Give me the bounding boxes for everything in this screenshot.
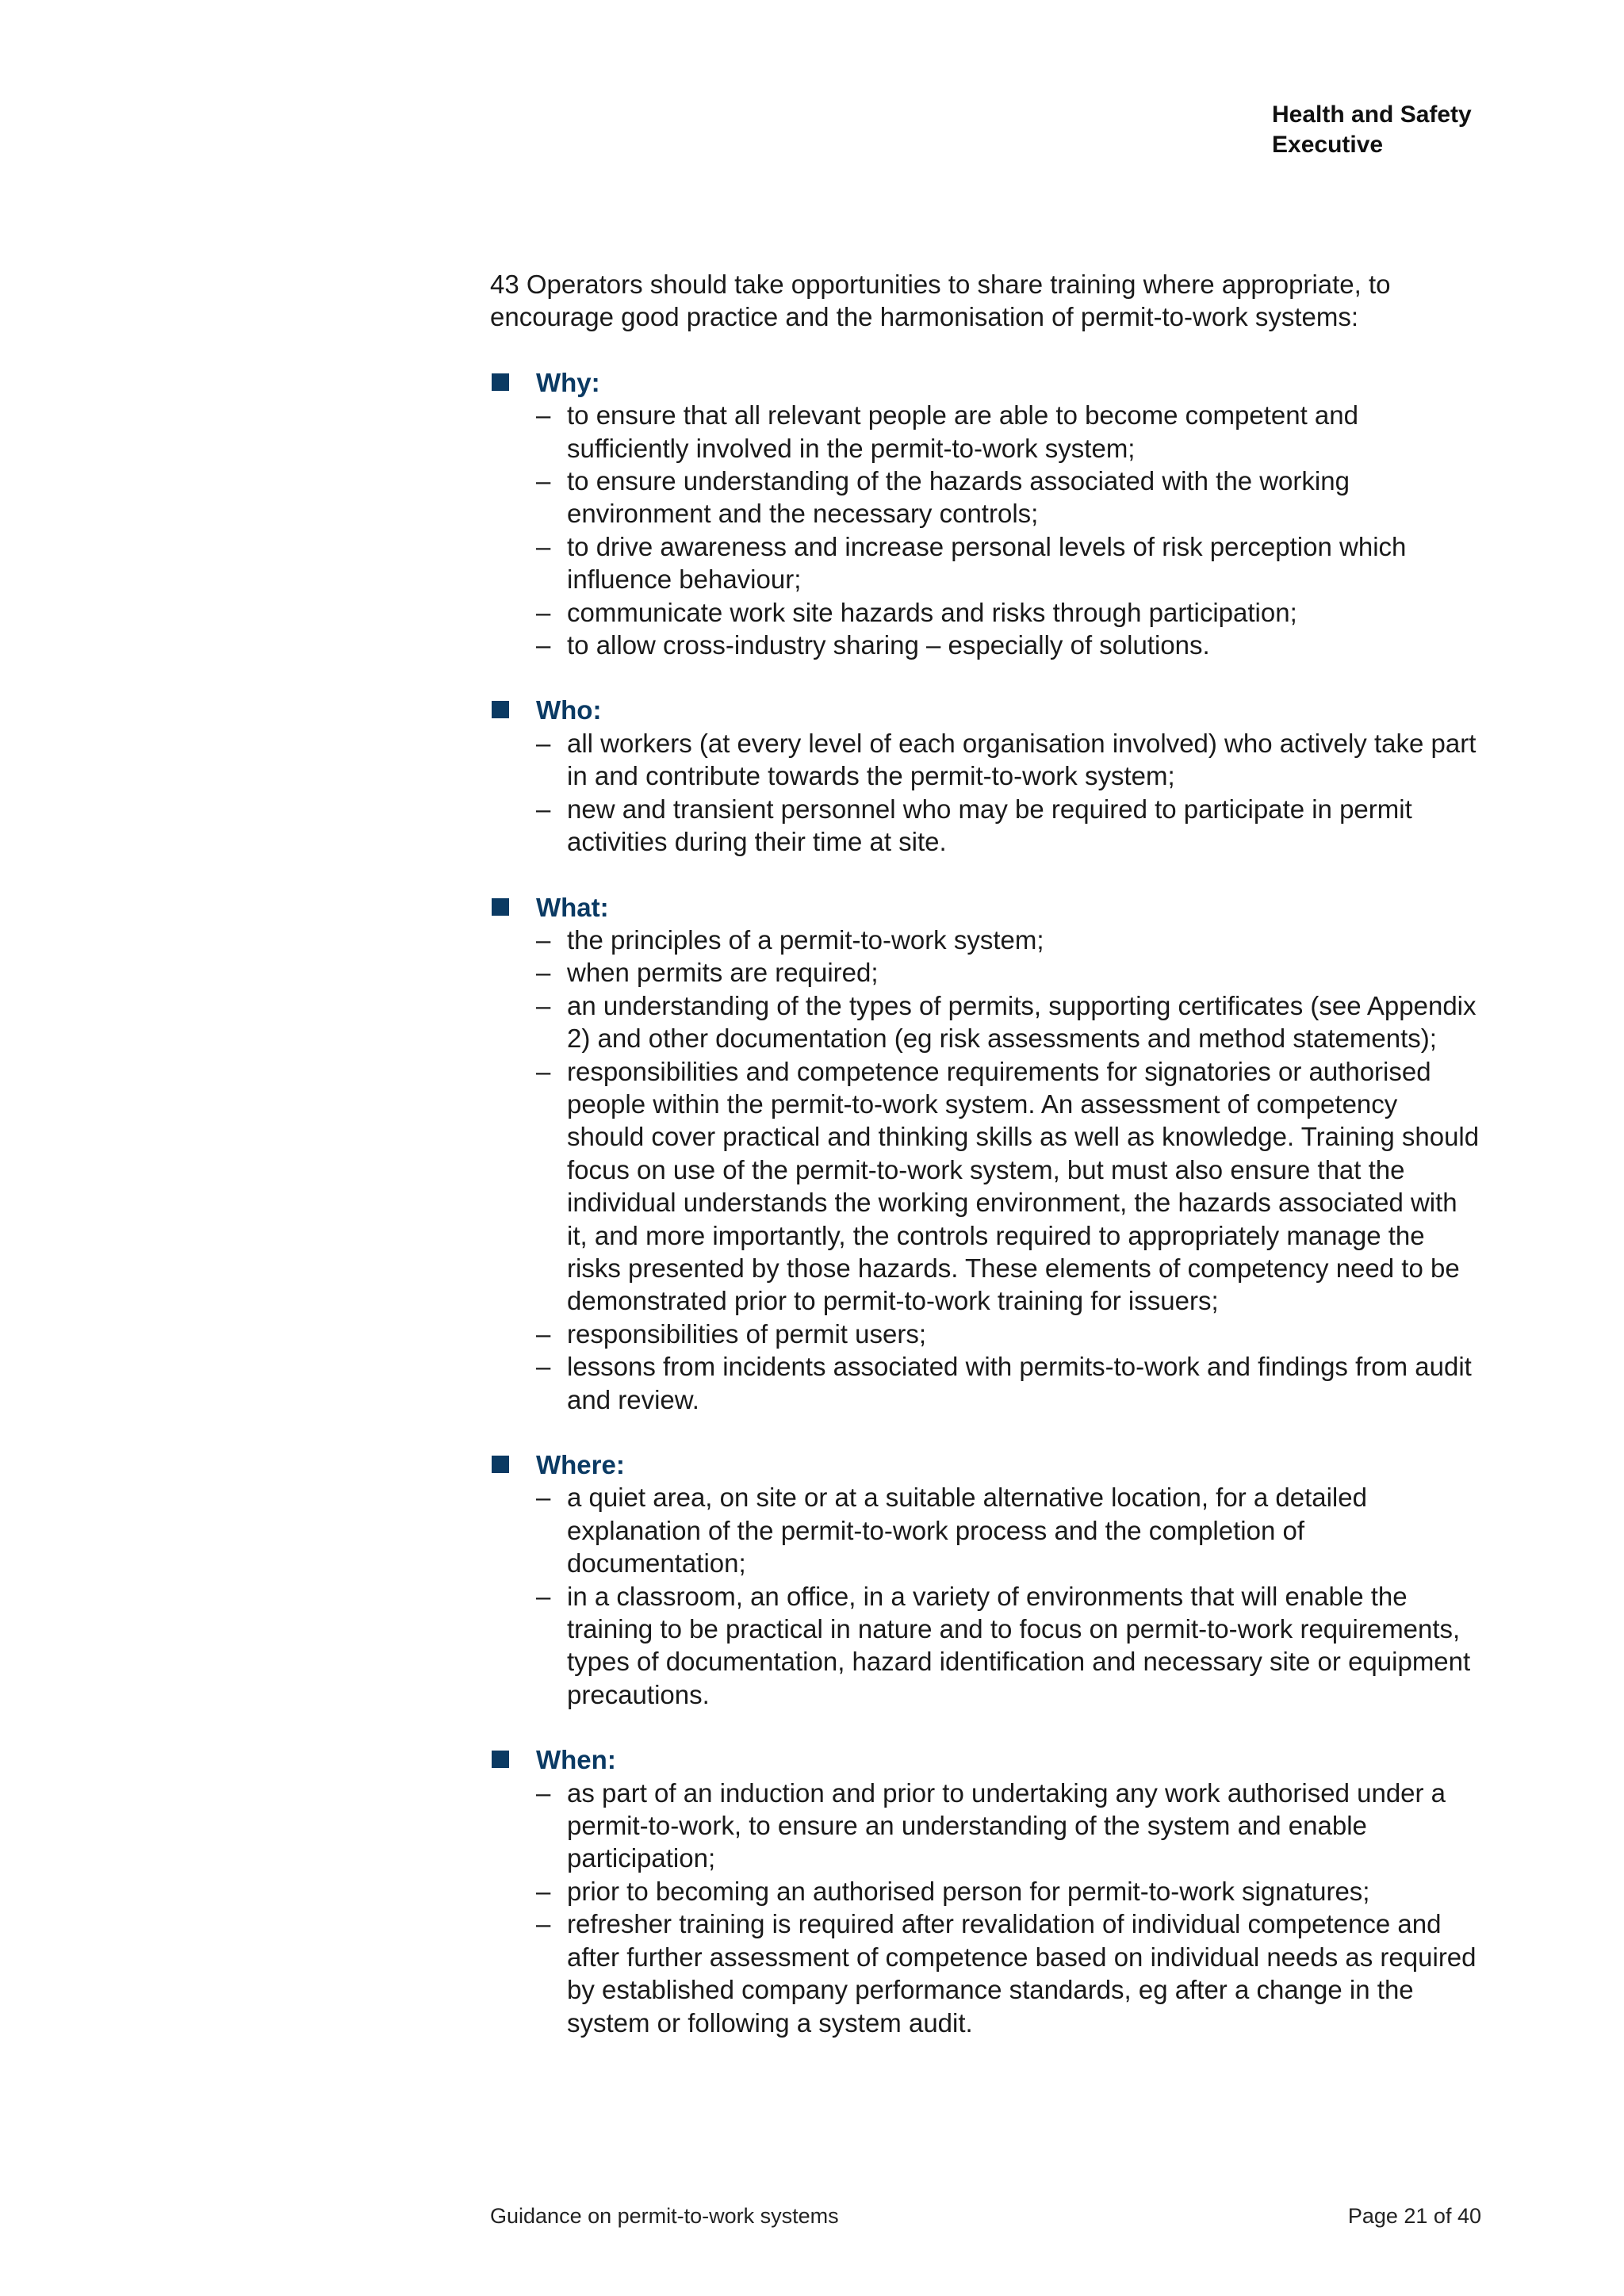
dash-bullet-icon: – [536, 924, 551, 955]
list-item [490, 793, 1481, 859]
square-bullet-icon [492, 1456, 509, 1473]
square-bullet-icon [492, 898, 509, 916]
list-item-text: responsibilities and competence requirements for signatories or authorised people within the permit-to-work system. An assessment of competency should cover practical and thinking skills as well as knowledge. Training should focus on use of the permit-to-work system, but must also ensure that the individual understands the working environment, the hazards associated with it, and more importantly, the controls required to appropriately manage the risks presented by those hazards. These elements of competency need to be demonstrated prior to permit-to-work training for issuers; [567, 1056, 1480, 1316]
section-item-list [490, 1777, 1481, 2039]
section-when [490, 1743, 1481, 2039]
square-bullet-icon [492, 1751, 509, 1768]
section-who [490, 694, 1481, 858]
dash-bullet-icon: – [536, 597, 551, 627]
list-item-text: responsibilities of permit users; [567, 1318, 927, 1349]
list-item-text: to allow cross-industry sharing – especially of solutions. [567, 630, 1210, 660]
list-item [490, 1055, 1481, 1318]
list-item-text: to ensure that all relevant people are able to become competent and sufficiently involved in the permit-to-work system; [567, 400, 1358, 463]
list-item-text: lessons from incidents associated with permits-to-work and findings from audit and review. [567, 1352, 1472, 1414]
list-item [490, 1318, 1481, 1350]
list-item-text: to drive awareness and increase personal levels of risk perception which influence behaviour; [567, 531, 1407, 595]
list-item [490, 924, 1481, 956]
list-item [490, 1580, 1481, 1712]
list-item-text: as part of an induction and prior to undertaking any work authorised under a permit-to-work, to ensure an understanding of the system and enable participation; [567, 1777, 1446, 1873]
list-item [490, 989, 1481, 1055]
dash-bullet-icon: – [536, 1483, 551, 1513]
dash-bullet-icon: – [536, 531, 551, 561]
dash-bullet-icon: – [536, 958, 551, 988]
dash-bullet-icon: – [536, 728, 551, 758]
list-item-text: when permits are required; [567, 958, 879, 988]
list-item [490, 1908, 1481, 2039]
section-heading-text: Where: [536, 1450, 625, 1479]
list-item [490, 1875, 1481, 1908]
square-bullet-icon [492, 701, 509, 718]
dash-bullet-icon: – [536, 1909, 551, 1939]
organisation-name-line2: Executive [1272, 132, 1384, 158]
list-item-text: to ensure understanding of the hazards associated with the working environment and the necessary controls; [567, 466, 1350, 529]
section-heading [490, 1743, 1481, 1776]
square-bullet-icon [492, 373, 509, 391]
section-item-list [490, 727, 1481, 859]
dash-bullet-icon: – [536, 1876, 551, 1906]
dash-bullet-icon: – [536, 794, 551, 824]
footer-page-number: Page 21 of 40 [1347, 2204, 1481, 2228]
list-item-text: the principles of a permit-to-work system; [567, 924, 1044, 955]
section-heading [490, 891, 1481, 924]
organisation-name-line1: Health and Safety [1272, 101, 1472, 128]
list-item-text: all workers (at every level of each organisation involved) who actively take part in and contribute towards the permit-to-work system; [567, 728, 1477, 791]
training-sections [490, 366, 1481, 2039]
list-item [490, 596, 1481, 629]
section-heading [490, 694, 1481, 726]
footer-document-title: Guidance on permit-to-work systems [490, 2204, 839, 2228]
list-item-text: in a classroom, an office, in a variety of environments that will enable the training to be practical in nature and to focus on permit-to-work requirements, types of documentation, hazard identification and necessary site or equipment precautions. [567, 1581, 1471, 1709]
dash-bullet-icon: – [536, 1777, 551, 1808]
section-where [490, 1448, 1481, 1711]
section-heading-text: Who: [536, 695, 602, 725]
dash-bullet-icon: – [536, 466, 551, 496]
list-item-text: an understanding of the types of permits, supporting certificates (see Appendix 2) and other documentation (eg risk assessments and method statements); [567, 990, 1477, 1054]
list-item [490, 727, 1481, 793]
section-heading-text: What: [536, 892, 609, 922]
list-item-text: refresher training is required after revalidation of individual competence and after further assessment of competence based on individual needs as required by established company performance standards, eg after a change in the system or following a system audit. [567, 1909, 1477, 2038]
section-item-list [490, 1481, 1481, 1711]
list-item [490, 399, 1481, 465]
list-item-text: new and transient personnel who may be required to participate in permit activities during their time at site. [567, 794, 1412, 857]
dash-bullet-icon: – [536, 630, 551, 660]
section-item-list [490, 924, 1481, 1416]
section-heading-text: When: [536, 1745, 616, 1775]
dash-bullet-icon: – [536, 1318, 551, 1349]
list-item [490, 465, 1481, 530]
list-item [490, 1777, 1481, 1875]
paragraph-43: 43 Operators should take opportunities to share training where appropriate, to encourage good practice and the harmonisation of permit-to-work systems: [490, 270, 1391, 332]
list-item-text: communicate work site hazards and risks through participation; [567, 597, 1297, 627]
list-item [490, 1350, 1481, 1416]
list-item [490, 1481, 1481, 1579]
main-content [490, 268, 1481, 2072]
dash-bullet-icon: – [536, 1352, 551, 1382]
section-why [490, 366, 1481, 662]
dash-bullet-icon: – [536, 1581, 551, 1611]
organisation-name [1272, 100, 1605, 160]
list-item-text: a quiet area, on site or at a suitable alternative location, for a detailed explanation of the permit-to-work process and the completion of documentation; [567, 1483, 1367, 1578]
list-item-text: prior to becoming an authorised person for permit-to-work signatures; [567, 1876, 1370, 1906]
section-what [490, 891, 1481, 1417]
section-heading-text: Why: [536, 367, 600, 397]
dash-bullet-icon: – [536, 990, 551, 1020]
section-item-list [490, 399, 1481, 661]
list-item [490, 629, 1481, 661]
section-heading [490, 1448, 1481, 1481]
list-item [490, 956, 1481, 989]
dash-bullet-icon: – [536, 400, 551, 430]
list-item [490, 530, 1481, 596]
section-heading [490, 366, 1481, 399]
dash-bullet-icon: – [536, 1056, 551, 1086]
